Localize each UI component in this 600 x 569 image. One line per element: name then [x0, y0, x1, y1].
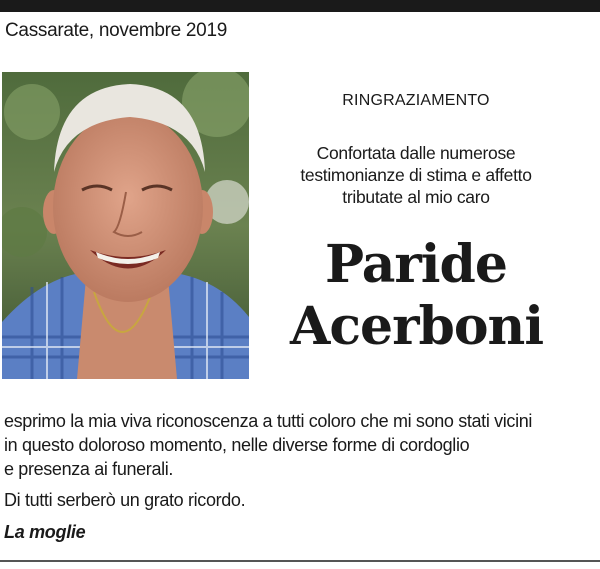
body-text — [4, 409, 598, 481]
portrait-photo — [2, 72, 249, 379]
intro-line: testimonianze di stima e affetto — [300, 165, 532, 185]
top-rule — [0, 0, 600, 12]
body-line: in questo doloroso momento, nelle diverse forme di cordoglio — [4, 435, 470, 455]
intro-text — [286, 142, 546, 208]
body-line: esprimo la mia viva riconoscenza a tutti coloro che mi sono stati vicini — [4, 411, 533, 431]
deceased-last-name: Acerboni — [290, 296, 544, 357]
body-line: e presenza ai funerali. — [4, 459, 174, 479]
notice-heading: RINGRAZIAMENTO — [342, 92, 490, 109]
bottom-rule — [0, 560, 600, 562]
deceased-first-name: Paride — [325, 234, 507, 295]
place-date: Cassarate, novembre 2019 — [5, 20, 227, 41]
intro-line: Confortata dalle numerose — [316, 143, 516, 163]
intro-line: tributate al mio caro — [342, 187, 490, 207]
memory-line: Di tutti serberò un grato ricordo. — [4, 490, 246, 510]
signature: La moglie — [4, 522, 86, 542]
